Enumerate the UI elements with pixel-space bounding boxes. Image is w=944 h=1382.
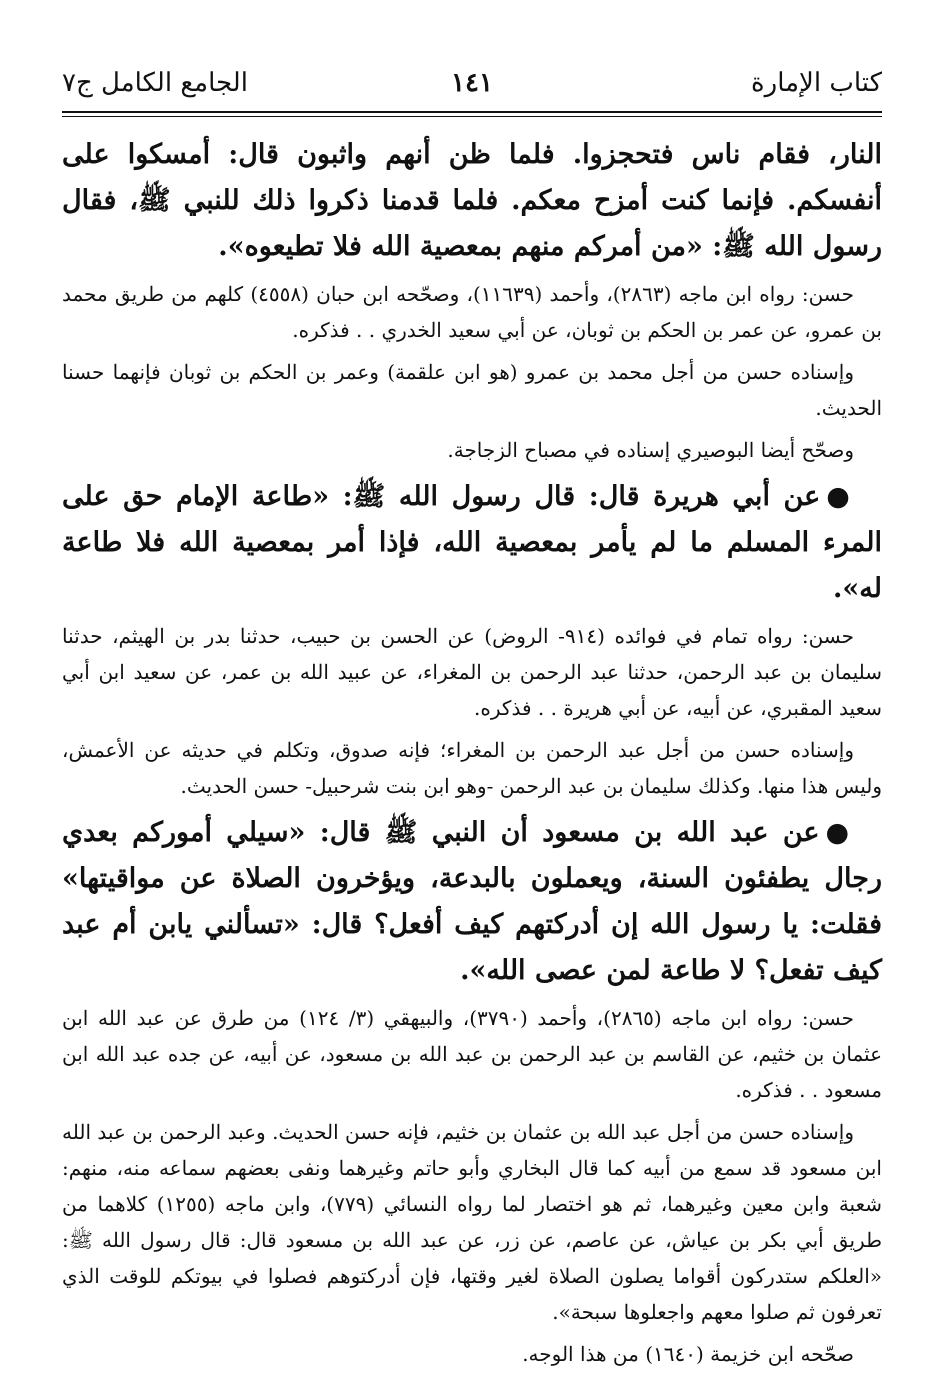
hadith-paragraph: ●عن أبي هريرة قال: قال رسول الله ﷺ: «طاعة الإمام حق على المرء المسلم ما لم يأمر بمعصية الله، فإذا أمر بمعصية الله فلا طاعة له». (62, 481, 882, 604)
commentary-paragraph: وصحّح أيضا البوصيري إسناده في مصباح الزجاجة. (447, 438, 854, 462)
page-number: ١٤١ (451, 68, 493, 98)
bullet-icon: ● (825, 817, 854, 848)
header-divider (62, 111, 882, 113)
header-book-volume: الجامع الكامل ج٧ (62, 68, 248, 98)
takhrij-paragraph: حسن: رواه تمام في فوائده (٩١٤- الروض) عن الحسن بن حبيب، حدثنا بدر بن الهيثم، حدثنا سليمان بن عبد الرحمن، حدثنا عبد الرحمن بن المغراء، عن عبيد الله بن عمر، عن سعيد ابن أبي سعيد المقبري، عن أبيه، عن أبي هريرة . . فذكره. (62, 624, 883, 720)
bullet-icon: ● (826, 481, 854, 512)
takhrij-paragraph: حسن: رواه ابن ماجه (٢٨٦٣)، وأحمد (١١٦٣٩)، وصحّحه ابن حبان (٤٥٥٨) كلهم من طريق محمد بن عمرو، عن عمر بن الحكم بن ثوبان، عن أبي سعيد الخدري . . فذكره. (62, 282, 882, 342)
takhrij-paragraph: حسن: رواه ابن ماجه (٢٨٦٥)، وأحمد (٣٧٩٠)، والبيهقي (٣/ ١٢٤) من طرق عن عبد الله ابن عثمان بن خثيم، عن القاسم بن عبد الرحمن بن عبد الله بن مسعود، عن أبيه، عن جده عبد الله ابن مسعود . . فذكره. (62, 1006, 882, 1102)
header-divider-thin (62, 116, 882, 117)
hadith-paragraph: النار، فقام ناس فتحجزوا. فلما ظن أنهم واثبون قال: أمسكوا على أنفسكم. فإنما كنت أمزح معكم. فلما قدمنا ذكروا ذلك للنبي ﷺ، فقال رسول الله ﷺ: «من أمركم منهم بمعصية الله فلا تطيعوه». (62, 139, 882, 262)
page-header (62, 68, 882, 108)
commentary-paragraph: وإسناده حسن من أجل عبد الله بن عثمان بن خثيم، فإنه حسن الحديث. وعبد الرحمن بن عبد الله ابن مسعود قد سمع من أبيه كما قال البخاري وأبو حاتم وغيرهما ونفى بعضهم سماعه منه، منهم: شعبة وابن معين وغيرهما، ثم هو اختصار لما رواه النسائي (٧٧٩)، وابن ماجه (١٢٥٥) كلاهما من طريق أبي بكر بن عياش، عن عاصم، عن زر، عن عبد الله بن مسعود قال: قال رسول الله ﷺ: «العلكم ستدركون أقواما يصلون الصلاة لغير وقتها، فإن أدركتوهم فصلوا في بيوتكم للوقت الذي تعرفون ثم صلوا معهم واجعلوها سبحة». (62, 1120, 882, 1324)
commentary-paragraph: صحّحه ابن خزيمة (١٦٤٠) من هذا الوجه. (522, 1342, 854, 1366)
commentary-paragraph: وإسناده حسن من أجل عبد الرحمن بن المغراء؛ فإنه صدوق، وتكلم في حديثه عن الأعمش، وليس هذا منها. وكذلك سليمان بن عبد الرحمن -وهو ابن بنت شرحبيل- حسن الحديث. (62, 738, 882, 798)
page-body (62, 132, 882, 1378)
commentary-paragraph: وإسناده حسن من أجل محمد بن عمرو (هو ابن علقمة) وعمر بن الحكم بن ثوبان فإنهما حسنا الحديث. (62, 360, 882, 420)
header-section-title: كتاب الإمارة (751, 68, 882, 98)
hadith-paragraph: ●عن عبد الله بن مسعود أن النبي ﷺ قال: «سيلي أموركم بعدي رجال يطفئون السنة، ويعملون بالبدعة، ويؤخرون الصلاة عن مواقيتها» فقلت: يا رسول الله إن أدركتهم كيف أفعل؟ قال: «تسألني يابن أم عبد كيف تفعل؟ لا طاعة لمن عصى الله». (62, 817, 882, 986)
